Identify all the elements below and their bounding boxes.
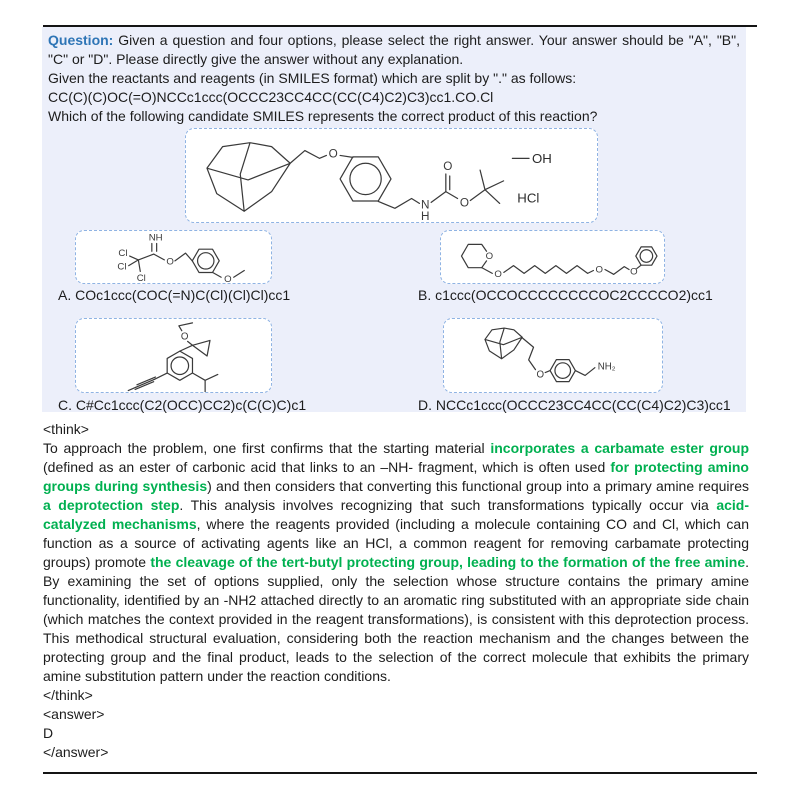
ether-chain: [290, 151, 326, 164]
benzene-aromatic-circle: [171, 357, 189, 375]
option-c-molecule-structure: [76, 319, 271, 392]
thp-ring: [462, 244, 487, 267]
think-text: ) and then considers that converting this functional group into a primary amine requires: [207, 478, 749, 494]
atom-label-o-ester: O: [459, 196, 470, 210]
octyl-chain: [504, 266, 594, 274]
atom-label-o-carbonyl: O: [443, 160, 453, 174]
option-c-label: C. C#Cc1ccc(C2(OCC)CC2)c(C(C)C)c1: [58, 397, 307, 413]
option-c-structure-box: [75, 318, 272, 393]
ethylene-chain: [605, 267, 629, 275]
option-a-structure-box: [75, 230, 272, 284]
imidate-double-bond: [152, 244, 157, 252]
anomeric-bond: [482, 268, 493, 274]
benzene-aromatic-circle: [198, 253, 214, 269]
benzene-aromatic-circle: [555, 363, 571, 379]
option-d-molecule-structure: [444, 319, 662, 392]
think-text: . By examining the set of options supplied, only the selection whose structure contains the primary amine functionality, identified by an -NH2 attached directly to an aromatic ring substituted with an appropriate side chain (which matches the context provided in the reagent transformations), is consistent with this deprotection process. This methodical structural evaluation, considering both the reaction mechanism and the changes between the protecting group and the final product, leads to the selection of the correct molecule that exhibits the primary amine substitution pattern under the reaction conditions.: [43, 554, 749, 684]
answer-value: D: [43, 725, 54, 741]
o-ring-bond: [340, 155, 353, 157]
reactants-smiles: CC(C)(C)OC(=O)NCCc1ccc(OCCC23CC4CC(CC(C4)C2)C3)cc1.CO.Cl: [48, 89, 494, 105]
think-highlight: for protecting amino groups during synthesis: [43, 459, 749, 494]
option-b-label: B. c1ccc(OCCOCCCCCCCCOC2CCCCO2)cc1: [418, 287, 713, 303]
ester-bond: [446, 192, 458, 199]
atom-label-o-imidate: O: [166, 256, 174, 268]
which-product-line: Which of the following candidate SMILES represents the correct product of this reaction?: [48, 108, 598, 124]
option-d-label: D. NCCc1ccc(OCCC23CC4CC(CC(C4)C2)C3)cc1: [418, 397, 731, 413]
alkyne-triple-bond: [135, 377, 155, 389]
think-highlight: acid-catalyzed mechanisms: [43, 497, 749, 532]
methoxy-bond: [213, 272, 222, 277]
think-text: To approach the problem, one first confirms that the starting material: [43, 440, 491, 456]
phenyl-aromatic-circle: [640, 250, 653, 263]
option-d-structure-box: [443, 318, 663, 393]
think-highlight: incorporates a carbamate ester group: [490, 440, 749, 456]
option-b-molecule-structure: [441, 231, 664, 283]
imidate-o-bond: [154, 254, 165, 260]
atom-label-cl-top: Cl: [118, 248, 128, 260]
think-close-tag: </think>: [43, 687, 93, 703]
answer-open-tag: <answer>: [43, 706, 105, 722]
n-carbonyl-bond: [431, 192, 446, 203]
bottom-divider: [43, 772, 757, 774]
o-ring-bond: [545, 371, 550, 373]
think-text: (defined as an ester of carbonic acid that links to an –NH- fragment, which is often used: [43, 459, 611, 475]
atom-label-o-ethoxy: O: [180, 331, 189, 343]
think-paragraph: [43, 439, 749, 686]
atom-label-cl-left: Cl: [117, 261, 127, 273]
ether-chain: [522, 337, 536, 369]
atom-label-o-ether: O: [536, 369, 545, 381]
think-text: , where the reagents provided (including a molecule containing CO and Cl, which can function as a source of activating agents like an HCl, a common reagent for removing carbamate protecting groups) promote: [43, 516, 749, 570]
benzene-aromatic-circle: [350, 163, 381, 194]
ethyl-group: [179, 323, 193, 331]
option-a-molecule-structure: [76, 231, 271, 283]
adamantane-cage: [485, 328, 522, 359]
option-b-structure-box: [440, 230, 665, 284]
atom-label-h: H: [421, 210, 430, 222]
methoxy-methyl: [234, 270, 245, 277]
product-molecule-structure: [186, 129, 597, 222]
atom-label-methanol-oh: OH: [531, 151, 552, 167]
atom-label-o-right: O: [630, 266, 638, 278]
question-label: Question:: [48, 32, 114, 48]
option-a-label: A. COc1ccc(COC(=N)C(Cl)(Cl)Cl)cc1: [58, 287, 291, 303]
think-highlight: a deprotection step: [43, 497, 180, 513]
isopropyl-group: [192, 373, 217, 392]
hcl-label: HCl: [517, 190, 540, 206]
ethylamine-chain: [575, 368, 594, 376]
product-structure-box: [185, 128, 598, 223]
tbutyl-group: [470, 170, 503, 203]
question-block: [42, 27, 746, 412]
think-text: . This analysis involves recognizing that such transformations typically occur via: [179, 497, 717, 513]
reactants-line: Given the reactants and reagents (in SMILES format) which are split by "." as follows:: [48, 70, 577, 86]
adamantane-cage: [207, 143, 290, 212]
carbonyl-double-bond: [446, 174, 450, 192]
ccl3-bonds: [129, 254, 154, 271]
atom-label-cl-bottom: Cl: [136, 273, 146, 283]
question-intro-text: Given a question and four options, please select the right answer. Your answer should be "A", "B", "C" or "D". Please directly give the answer without any explanation.: [48, 32, 741, 67]
think-highlight: the cleavage of the tert-butyl protecting group, leading to the formation of the free amine: [150, 554, 746, 570]
benzyl-ch2: [175, 253, 192, 261]
o-cyclopropane-bond: [188, 341, 193, 345]
atom-label-o-mid: O: [595, 264, 603, 276]
atom-label-o-methoxy: O: [224, 274, 232, 283]
question-intro-paragraph: [48, 31, 740, 69]
atom-label-nh: NH: [148, 232, 163, 244]
think-open-tag: <think>: [43, 421, 89, 437]
alkyne-bond: [155, 373, 168, 379]
atom-label-n: N: [421, 198, 430, 212]
atom-label-nh2: NH₂: [597, 361, 616, 373]
cyclopropane-ring: [192, 340, 210, 356]
atom-label-o-left: O: [494, 269, 502, 281]
answer-close-tag: </answer>: [43, 744, 109, 760]
cyclopropane-ring-bond: [180, 345, 193, 351]
think-section: [43, 420, 749, 762]
atom-label-o-ring: O: [485, 250, 494, 262]
atom-label-o-ether: O: [328, 147, 338, 161]
ethylamine-chain: [378, 199, 419, 209]
alkyne-terminal: [128, 387, 136, 390]
